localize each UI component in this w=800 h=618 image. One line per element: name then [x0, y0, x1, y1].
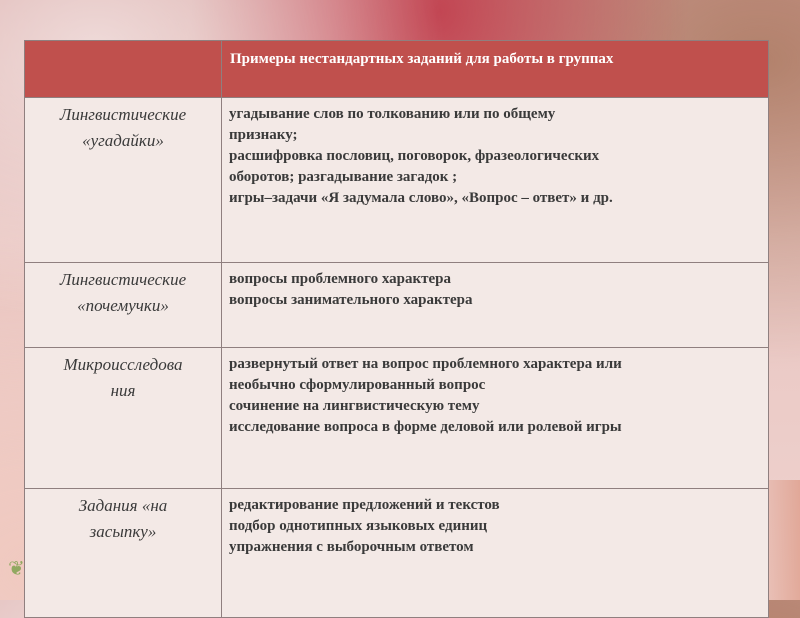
table-row	[25, 98, 769, 263]
header-title-cell	[222, 41, 769, 98]
content-line: расшифровка пословиц, поговорок, фразеологических	[229, 148, 600, 164]
row-label-line: «угадайки»	[82, 131, 164, 150]
leaf-flourish-icon: ❦	[8, 556, 25, 580]
table-header-row	[25, 41, 769, 98]
table-title: Примеры нестандартных заданий для работы в группах	[230, 51, 614, 67]
row-label-line: Микроисследова	[63, 355, 183, 374]
tasks-table	[24, 40, 769, 618]
row-label-line: Лингвистические	[59, 105, 187, 124]
row-label-line: ния	[110, 381, 136, 400]
content-line: вопросы занимательного характера	[229, 292, 473, 308]
row-content	[222, 98, 769, 263]
content-line: оборотов; разгадывание загадок ;	[229, 169, 458, 185]
content-line: необычно сформулированный вопрос	[229, 377, 486, 393]
content-line: упражнения с выборочным ответом	[229, 539, 474, 555]
row-label	[25, 348, 222, 489]
row-label	[25, 263, 222, 348]
table-row	[25, 489, 769, 618]
header-empty-cell	[25, 41, 222, 98]
row-content	[222, 489, 769, 618]
row-label-line: «почемучки»	[77, 296, 169, 315]
row-label-line: Лингвистические	[59, 270, 187, 289]
content-line: подбор однотипных языковых единиц	[229, 518, 488, 534]
content-line: исследование вопроса в форме деловой или ролевой игры	[229, 419, 622, 435]
content-line: признаку;	[229, 127, 298, 143]
content-line: вопросы проблемного характера	[229, 271, 451, 287]
row-content	[222, 263, 769, 348]
content-line: сочинение на лингвистическую тему	[229, 398, 480, 414]
content-line: угадывание слов по толкованию или по общему	[229, 106, 556, 122]
content-line: редактирование предложений и текстов	[229, 497, 500, 513]
row-label	[25, 98, 222, 263]
row-content	[222, 348, 769, 489]
table-row	[25, 348, 769, 489]
row-label-line: засыпку»	[89, 522, 157, 541]
table-row	[25, 263, 769, 348]
row-label-line: Задания «на	[78, 496, 168, 515]
content-line: развернутый ответ на вопрос проблемного характера или	[229, 356, 622, 372]
row-label	[25, 489, 222, 618]
content-line: игры–задачи «Я задумала слово», «Вопрос – ответ» и др.	[229, 190, 613, 206]
